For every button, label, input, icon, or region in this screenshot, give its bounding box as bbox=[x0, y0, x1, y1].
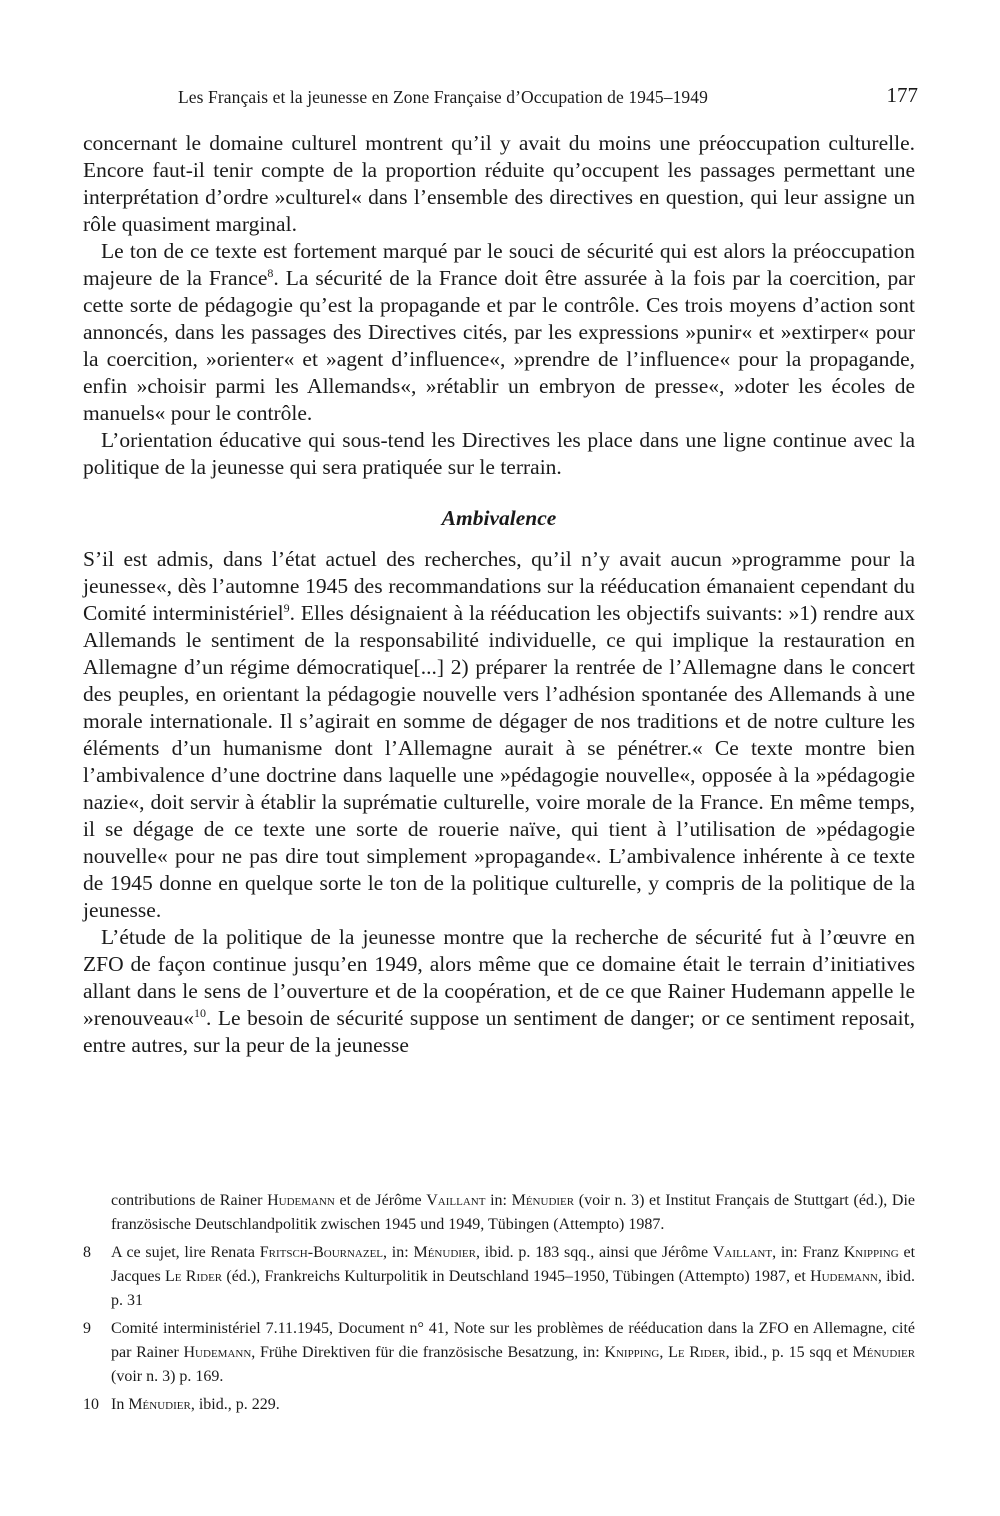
running-head bbox=[82, 83, 918, 113]
footnote-text: , in: Franz bbox=[772, 1244, 844, 1261]
author-name: Ménudier bbox=[511, 1192, 575, 1209]
footnote-text: in: bbox=[485, 1192, 512, 1209]
author-name: Ménudier bbox=[128, 1396, 191, 1413]
footnote-text: (éd.), Frankreichs Kulturpolitik in Deutschland 1945–1950, Tübingen (Attempto) 1987, et bbox=[222, 1268, 811, 1285]
footnote-10 bbox=[83, 1393, 915, 1417]
footnote-ref-9: 9 bbox=[283, 601, 290, 615]
author-name: Hudemann bbox=[267, 1192, 335, 1209]
footnote-ref-8: 8 bbox=[267, 266, 274, 280]
footnote-9 bbox=[83, 1317, 915, 1389]
author-name: Hudemann bbox=[810, 1268, 878, 1285]
footnote-text: , ibid., p. 229. bbox=[190, 1396, 280, 1413]
footnote-continuation bbox=[83, 1189, 915, 1237]
footnote-number: 10 bbox=[83, 1396, 99, 1413]
author-name: Vaillant bbox=[426, 1192, 486, 1209]
footnotes bbox=[83, 1189, 915, 1421]
footnote-text: , bbox=[659, 1344, 669, 1361]
footnote-number: 9 bbox=[83, 1320, 91, 1337]
main-text bbox=[83, 130, 915, 1059]
footnote-text: (voir n. 3) et Institut Français de Stuttgart (éd.), Die französische Deutschlandpolitik zwischen 1945 und 1949, Tübingen (Attempto) 1987. bbox=[111, 1192, 915, 1233]
paragraph-4 bbox=[83, 546, 915, 924]
footnote-text: , ibid. p. 183 sqq., ainsi que Jérôme bbox=[475, 1244, 713, 1261]
footnote-text: , ibid. p. 31 bbox=[111, 1268, 916, 1309]
footnote-text: (voir n. 3) p. 169. bbox=[111, 1368, 224, 1385]
page-number: 177 bbox=[886, 83, 918, 107]
author-name: Vaillant bbox=[712, 1244, 773, 1261]
footnote-text: , in: bbox=[383, 1244, 414, 1261]
author-name: Knipping bbox=[604, 1344, 660, 1361]
footnote-text: et Jacques bbox=[111, 1244, 916, 1285]
paragraph-4-text-a: S’il est admis, dans l’état actuel des recherches, qu’il n’y avait aucun »programme pour la jeunesse«, dès l’automne 1945 des recommandations sur la rééducation émanaient cependant du Comité interministériel bbox=[83, 547, 915, 625]
footnote-ref-10: 10 bbox=[194, 1006, 207, 1020]
footnote-text: contributions de Rainer bbox=[111, 1192, 268, 1209]
author-name: Ménudier bbox=[852, 1344, 916, 1361]
paragraph-4-text-b: . Elles désignaient à la rééducation les objectifs suivants: »1) rendre aux Allemands le sentiment de la responsabilité individuelle, ce qui implique la restauration en Allemagne d’un régime démocratique[...] 2) préparer la rentrée de l’Allemagne dans le concert des peuples, en orientant la pédagogie nouvelle vers l’adhésion spontanée des Allemands à une morale internationale. Il s’agirait en somme de dégager de nos traditions et de notre culture les éléments d’un humanisme dont l’Allemagne aurait à se pénétrer.« Ce texte montre bien l’ambivalence d’une doctrine dans laquelle une »pédagogie nouvelle«, opposée à la »pédagogie nazie«, doit servir à établir la suprématie culturelle, voire morale de la France. En même temps, il se dégage de ce texte une sorte de rouerie naïve, qui tient à l’utilisation de »pédagogie nouvelle« pour ne pas dire tout simplement »propagande«. L’ambivalence inhérente à ce texte de 1945 donne en quelque sorte le ton de la politique culturelle, y compris de la politique de la jeunesse. bbox=[83, 601, 916, 922]
footnote-text: A ce sujet, lire Renata bbox=[111, 1244, 260, 1261]
paragraph-3: L’orientation éducative qui sous-tend les Directives les place dans une ligne continue avec la politique de la jeunesse qui sera pratiquée sur le terrain. bbox=[83, 428, 915, 479]
author-name: Fritsch-Bournazel bbox=[259, 1244, 384, 1261]
footnote-number: 8 bbox=[83, 1244, 91, 1261]
author-name: Le Rider bbox=[668, 1344, 726, 1361]
author-name: Ménudier bbox=[413, 1244, 476, 1261]
footnote-8 bbox=[83, 1241, 915, 1313]
paragraph-5 bbox=[83, 924, 915, 1059]
paragraph-2-text-a: Le ton de ce texte est fortement marqué par le souci de sécurité qui est alors la préoccupation majeure de la France bbox=[83, 239, 915, 290]
footnote-text: et de Jérôme bbox=[334, 1192, 427, 1209]
paragraph-2-text-b: . La sécurité de la France doit être assurée à la fois par la coercition, par cette sorte de pédagogie qu’est la propagande et par le contrôle. Ces trois moyens d’action sont annoncés, dans les passages des Directives cités, par les expressions »punir« et »extirper« pour la coercition, »orienter« et »agent d’influence«, »prendre de l’influence« pour la propagande, enfin »choisir parmi les Allemands«, »rétablir un embryon de presse«, »doter les écoles de manuels« pour le contrôle. bbox=[83, 266, 915, 425]
author-name: Le Rider bbox=[165, 1268, 223, 1285]
footnote-text: In bbox=[111, 1396, 129, 1413]
section-heading: Ambivalence bbox=[441, 506, 557, 530]
paragraph-5-text-a: L’étude de la politique de la jeunesse montre que la recherche de sécurité fut à l’œuvre en ZFO de façon continue jusqu’en 1949, alors même que ce domaine était le terrain d’initiatives allant dans le sens de l’ouverture et de la coopération, et de ce que Rainer Hudemann appelle le »renouveau« bbox=[83, 925, 915, 1030]
paragraph-2 bbox=[83, 238, 915, 427]
paragraph-1: concernant le domaine culturel montrent qu’il y avait du moins une préoccupation culturelle. Encore faut-il tenir compte de la proportion réduite qu’occupent les passages permettant une interprétation d’ordre »culturel« dans l’ensemble des directives en question, qui leur assigne un rôle quasiment marginal. bbox=[83, 131, 915, 236]
running-title: Les Français et la jeunesse en Zone Française d’Occupation de 1945–1949 bbox=[178, 87, 708, 107]
footnote-text: Comité interministériel 7.11.1945, Document n° 41, Note sur les problèmes de rééducation dans la ZFO en Allemagne, cité par Rainer bbox=[111, 1320, 915, 1361]
footnote-text: , ibid., p. 15 sqq et bbox=[725, 1344, 853, 1361]
author-name: Knipping bbox=[843, 1244, 899, 1261]
author-name: Hudemann bbox=[183, 1344, 252, 1361]
paragraph-5-text-b: . Le besoin de sécurité suppose un sentiment de danger; or ce sentiment reposait, entre autres, sur la peur de la jeunesse bbox=[83, 1006, 915, 1057]
footnote-text: , Frühe Direktiven für die französische Besatzung, in: bbox=[251, 1344, 605, 1361]
